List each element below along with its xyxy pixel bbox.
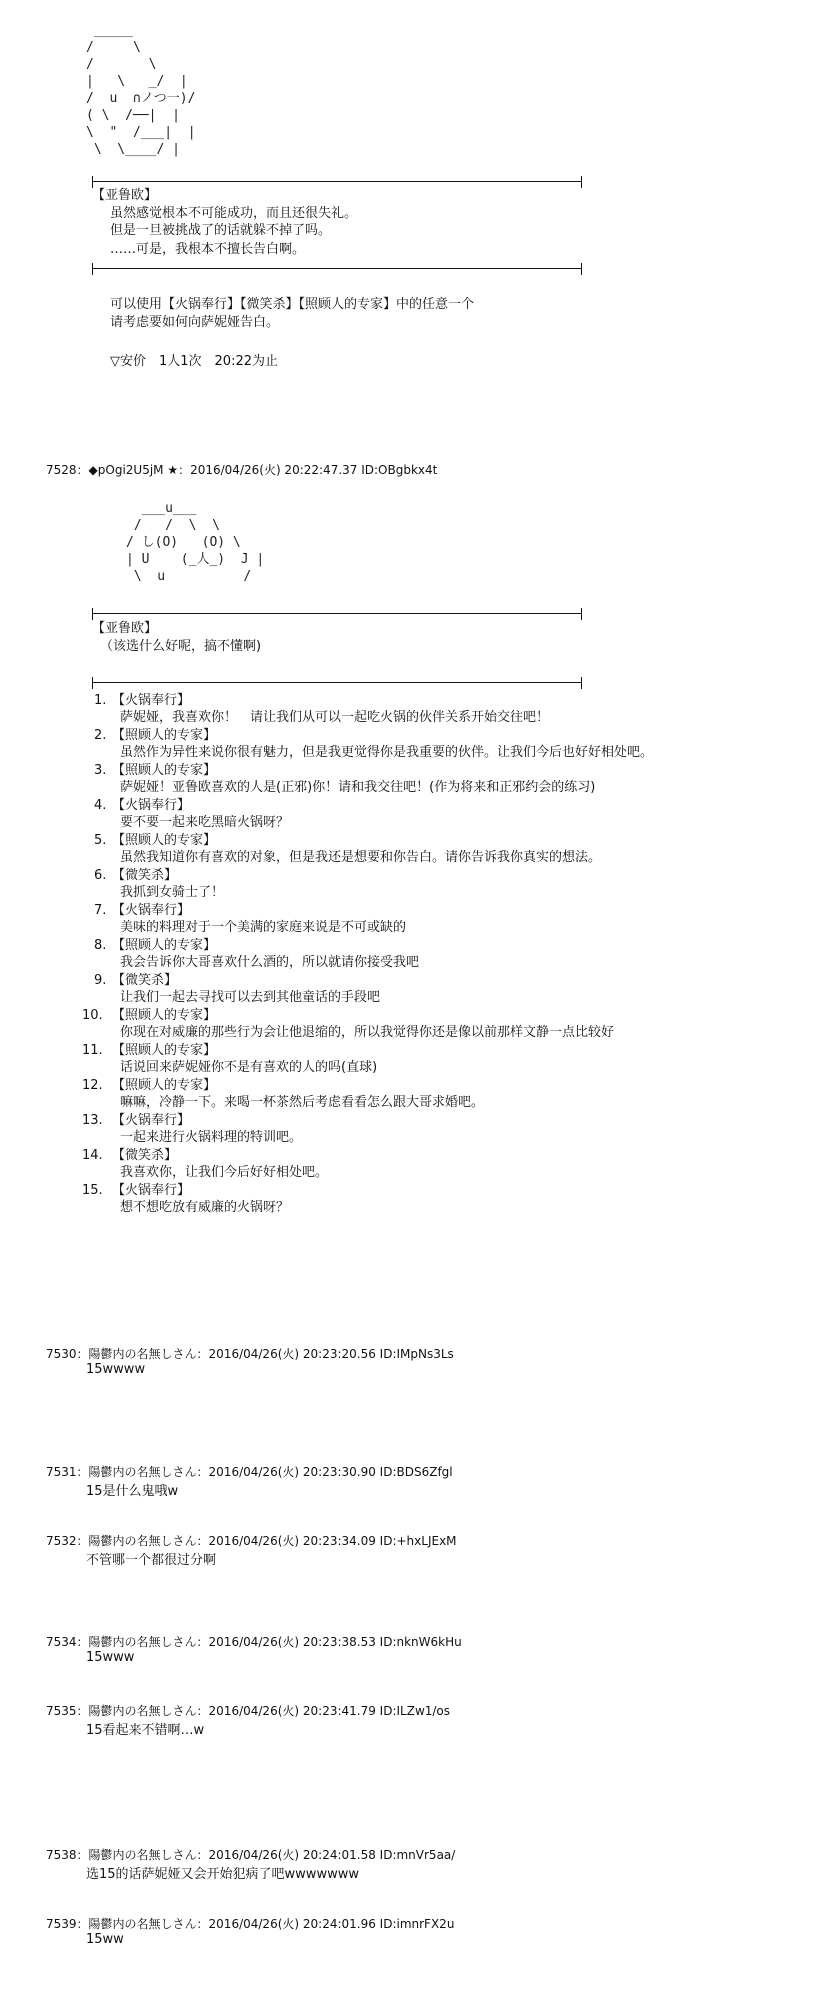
option-skill-tag: 【火锅奉行】 — [112, 1183, 191, 1198]
option-skill-tag: 【照顾人的专家】 — [112, 1043, 217, 1058]
option-skill-tag: 【照顾人的专家】 — [112, 1008, 217, 1023]
reply-header: 7539：陽鬱内の名無しさん：2016/04/26(火) 20:24:01.96 ID:imnrFX2u — [46, 1917, 455, 1931]
divider-rule — [92, 181, 582, 182]
option-text: 让我们一起去寻找可以去到其他童话的手段吧 — [120, 990, 381, 1005]
option-skill-tag: 【火锅奉行】 — [112, 1113, 191, 1128]
option-number: 9. — [94, 973, 107, 988]
option-skill-tag: 【照顾人的专家】 — [112, 728, 217, 743]
dialogue-line: （该选什么好呢，搞不懂啊) — [100, 639, 262, 654]
option-number: 14. — [82, 1148, 103, 1163]
option-text: 萨妮娅，我喜欢你！ 请让我们从可以一起吃火锅的伙伴关系开始交往吧！ — [120, 710, 550, 725]
option-number: 13. — [82, 1113, 103, 1128]
option-skill-tag: 【照顾人的专家】 — [112, 833, 217, 848]
post-header: 7528：◆pOgi2U5jM ★：2016/04/26(火) 20:22:47.37 ID:OBgbkx4t — [46, 463, 438, 477]
option-skill-tag: 【照顾人的专家】 — [112, 1078, 217, 1093]
option-skill-tag: 【微笑杀】 — [112, 868, 178, 883]
price-line: ▽安价 1人1次 20:22为止 — [110, 354, 279, 369]
dialogue-line: 虽然感觉根本不可能成功，而且还很失礼。 — [110, 206, 358, 221]
option-text: 一起来进行火锅料理的特训吧。 — [120, 1130, 303, 1145]
option-text: 你现在对威廉的那些行为会让他退缩的，所以我觉得你还是像以前那样文静一点比较好 — [120, 1025, 615, 1040]
option-text: 要不要一起来吃黑暗火锅呀？ — [120, 815, 290, 830]
option-skill-tag: 【火锅奉行】 — [112, 693, 191, 708]
instruction-line: 可以使用【火锅奉行】【微笑杀】【照顾人的专家】中的任意一个 — [110, 297, 475, 312]
option-text: 嘛嘛，冷静一下。来喝一杯茶然后考虑看看怎么跟大哥求婚吧。 — [120, 1095, 485, 1110]
divider-rule — [92, 268, 582, 269]
option-number: 5. — [94, 833, 107, 848]
option-text: 话说回来萨妮娅你不是有喜欢的人的吗(直球) — [120, 1060, 378, 1075]
option-number: 10. — [82, 1008, 103, 1023]
reply-header: 7531：陽鬱内の名無しさん：2016/04/26(火) 20:23:30.90 ID:BDS6Zfgl — [46, 1465, 453, 1479]
option-text: 我会告诉你大哥喜欢什么酒的，所以就请你接受我吧 — [120, 955, 420, 970]
option-number: 4. — [94, 798, 107, 813]
reply-header: 7538：陽鬱内の名無しさん：2016/04/26(火) 20:24:01.58 ID:mnVr5aa/ — [46, 1848, 456, 1862]
option-number: 2. — [94, 728, 107, 743]
option-skill-tag: 【火锅奉行】 — [112, 903, 191, 918]
speaker-tag: 【亚鲁欧】 — [92, 621, 158, 636]
speaker-tag: 【亚鲁欧】 — [92, 188, 158, 203]
option-number: 6. — [94, 868, 107, 883]
option-number: 1. — [94, 693, 107, 708]
reply-body: 15wwww — [86, 1362, 146, 1377]
option-text: 虽然作为异性来说你很有魅力，但是我更觉得你是我重要的伙伴。让我们今后也好好相处吧。 — [120, 745, 654, 760]
ascii-art-face-2: ___u___ / / \ \ / し(O) (O) \ | U (_人_) J | \ u / — [126, 501, 265, 584]
option-text: 美味的料理对于一个美满的家庭来说是不可或缺的 — [120, 920, 407, 935]
reply-body: 选15的话萨妮娅又会开始犯病了吧wwwwwww — [86, 1867, 359, 1882]
reply-header: 7534：陽鬱内の名無しさん：2016/04/26(火) 20:23:38.53 ID:nknW6kHu — [46, 1635, 462, 1649]
option-number: 11. — [82, 1043, 103, 1058]
option-text: 想不想吃放有威廉的火锅呀？ — [120, 1200, 290, 1215]
reply-body: 不管哪一个都很过分啊 — [86, 1553, 217, 1568]
reply-body: 15ww — [86, 1932, 124, 1947]
option-number: 12. — [82, 1078, 103, 1093]
option-skill-tag: 【火锅奉行】 — [112, 798, 191, 813]
option-number: 8. — [94, 938, 107, 953]
ascii-art-face-1: _____ / \ / \ | \ _/ | / u ∩ノつ一)/ ( \ /──| | \ " /___| | \ \____/ | — [86, 23, 196, 157]
option-skill-tag: 【微笑杀】 — [112, 973, 178, 988]
divider-rule — [92, 613, 582, 614]
reply-header: 7532：陽鬱内の名無しさん：2016/04/26(火) 20:23:34.09 ID:+hxLJExM — [46, 1534, 457, 1548]
reply-header: 7530：陽鬱内の名無しさん：2016/04/26(火) 20:23:20.56 ID:IMpNs3Ls — [46, 1347, 454, 1361]
option-skill-tag: 【照顾人的专家】 — [112, 938, 217, 953]
option-text: 我喜欢你，让我们今后好好相处吧。 — [120, 1165, 329, 1180]
option-number: 7. — [94, 903, 107, 918]
option-number: 3. — [94, 763, 107, 778]
option-text: 我抓到女骑士了！ — [120, 885, 225, 900]
reply-header: 7535：陽鬱内の名無しさん：2016/04/26(火) 20:23:41.79 ID:ILZw1/os — [46, 1704, 451, 1718]
reply-body: 15是什么鬼哦w — [86, 1484, 179, 1499]
dialogue-line: ……可是，我根本不擅长告白啊。 — [110, 242, 306, 257]
instruction-line: 请考虑要如何向萨妮娅告白。 — [110, 315, 280, 330]
option-number: 15. — [82, 1183, 103, 1198]
reply-body: 15看起来不错啊…w — [86, 1723, 205, 1738]
dialogue-line: 但是一旦被挑战了的话就躲不掉了吗。 — [110, 223, 332, 238]
divider-rule — [92, 682, 582, 683]
option-skill-tag: 【照顾人的专家】 — [112, 763, 217, 778]
reply-body: 15www — [86, 1650, 135, 1665]
option-text: 萨妮娅！亚鲁欧喜欢的人是(正邪)你！请和我交往吧！(作为将来和正邪约会的练习) — [120, 780, 596, 795]
option-skill-tag: 【微笑杀】 — [112, 1148, 178, 1163]
option-text: 虽然我知道你有喜欢的对象，但是我还是想要和你告白。请你告诉我你真实的想法。 — [120, 850, 602, 865]
